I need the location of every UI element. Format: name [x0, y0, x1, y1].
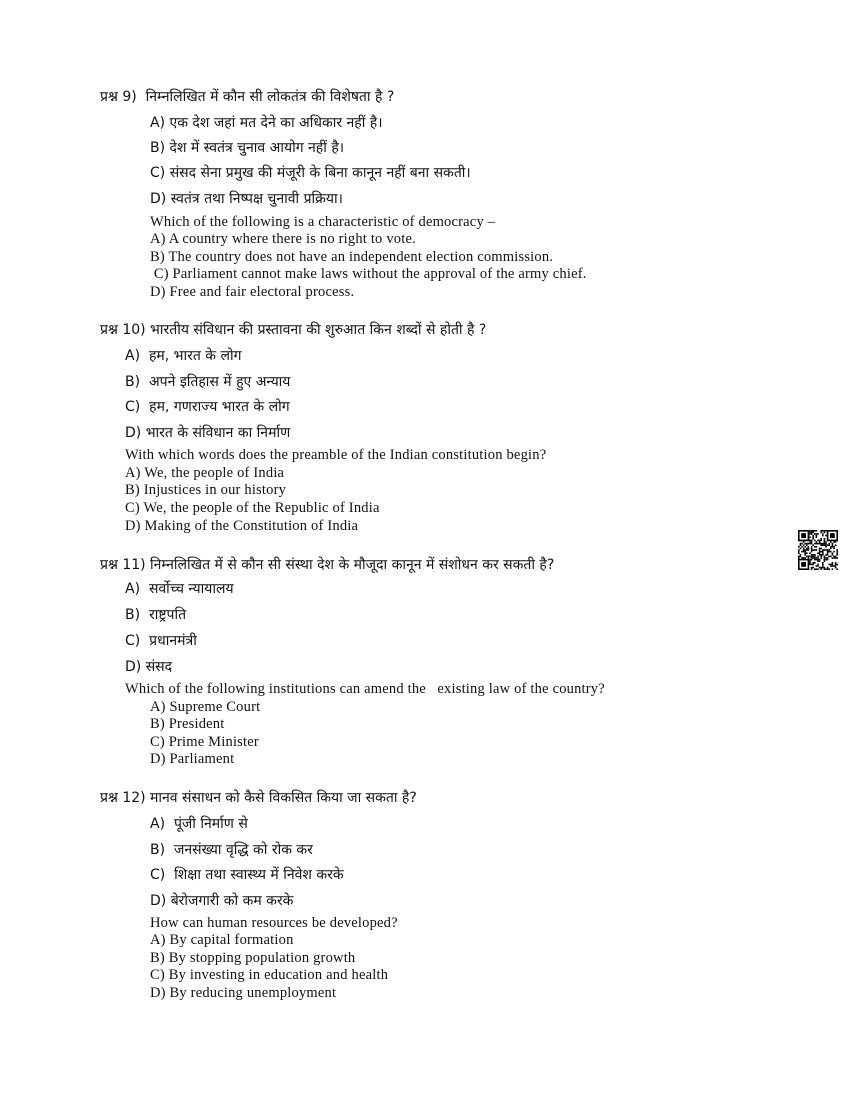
english-option: D) By reducing unemployment [150, 985, 337, 1001]
english-option: C) By investing in education and health [150, 967, 389, 983]
hindi-option: A) पूंजी निर्माण से [150, 816, 248, 832]
hindi-option: B) अपने इतिहास में हुए अन्याय [125, 374, 291, 390]
english-option: D) Making of the Constitution of India [125, 518, 359, 534]
english-option: C) Prime Minister [150, 734, 259, 750]
hindi-option: A) सर्वोच्च न्यायालय [125, 581, 234, 597]
qr-code [798, 530, 838, 570]
english-option: D) Free and fair electoral process. [150, 284, 355, 300]
english-question: Which of the following is a characteristic of democracy – [150, 214, 496, 230]
english-option: A) A country where there is no right to vote. [150, 231, 416, 247]
english-option: B) The country does not have an independent election commission. [150, 249, 554, 265]
hindi-option: D) भारत के संविधान का निर्माण [125, 425, 291, 441]
english-option: B) Injustices in our history [125, 482, 287, 498]
hindi-option: C) संसद सेना प्रमुख की मंजूरी के बिना कानून नहीं बना सकती। [150, 165, 471, 181]
english-question: With which words does the preamble of the Indian constitution begin? [125, 447, 547, 463]
hindi-option: D) बेरोजगारी को कम करके [150, 893, 294, 909]
english-question: How can human resources be developed? [150, 915, 398, 931]
hindi-option: A) एक देश जहां मत देने का अधिकार नहीं है। [150, 115, 383, 131]
question-heading: प्रश्न 11) निम्नलिखित में से कौन सी संस्था देश के मौजूदा कानून में संशोधन कर सकती है? [100, 557, 555, 573]
hindi-option: B) राष्ट्रपति [125, 607, 187, 623]
question-heading: प्रश्न 10) भारतीय संविधान की प्रस्तावना की शुरुआत किन शब्दों से होती है ? [100, 322, 487, 338]
hindi-option: C) शिक्षा तथा स्वास्थ्य में निवेश करके [150, 867, 344, 883]
english-option: B) President [150, 716, 225, 732]
hindi-option: D) संसद [125, 659, 173, 675]
question-heading: प्रश्न 12) मानव संसाधन को कैसे विकसित किया जा सकता है? [100, 790, 417, 806]
english-option: A) We, the people of India [125, 465, 285, 481]
english-option: C) We, the people of the Republic of India [125, 500, 380, 516]
question-heading: प्रश्न 9) निम्नलिखित में कौन सी लोकतंत्र की विशेषता है ? [100, 89, 395, 105]
english-option: C) Parliament cannot make laws without the approval of the army chief. [150, 266, 587, 282]
english-question: Which of the following institutions can amend the existing law of the country? [125, 681, 605, 697]
english-option: D) Parliament [150, 751, 235, 767]
english-option: A) By capital formation [150, 932, 294, 948]
hindi-option: B) देश में स्वतंत्र चुनाव आयोग नहीं है। [150, 140, 345, 156]
hindi-option: D) स्वतंत्र तथा निष्पक्ष चुनावी प्रक्रिया। [150, 191, 343, 207]
hindi-option: C) प्रधानमंत्री [125, 633, 197, 649]
hindi-option: C) हम, गणराज्य भारत के लोग [125, 399, 290, 415]
hindi-option: B) जनसंख्या वृद्धि को रोक कर [150, 842, 313, 858]
english-option: A) Supreme Court [150, 699, 261, 715]
english-option: B) By stopping population growth [150, 950, 356, 966]
hindi-option: A) हम, भारत के लोग [125, 348, 242, 364]
